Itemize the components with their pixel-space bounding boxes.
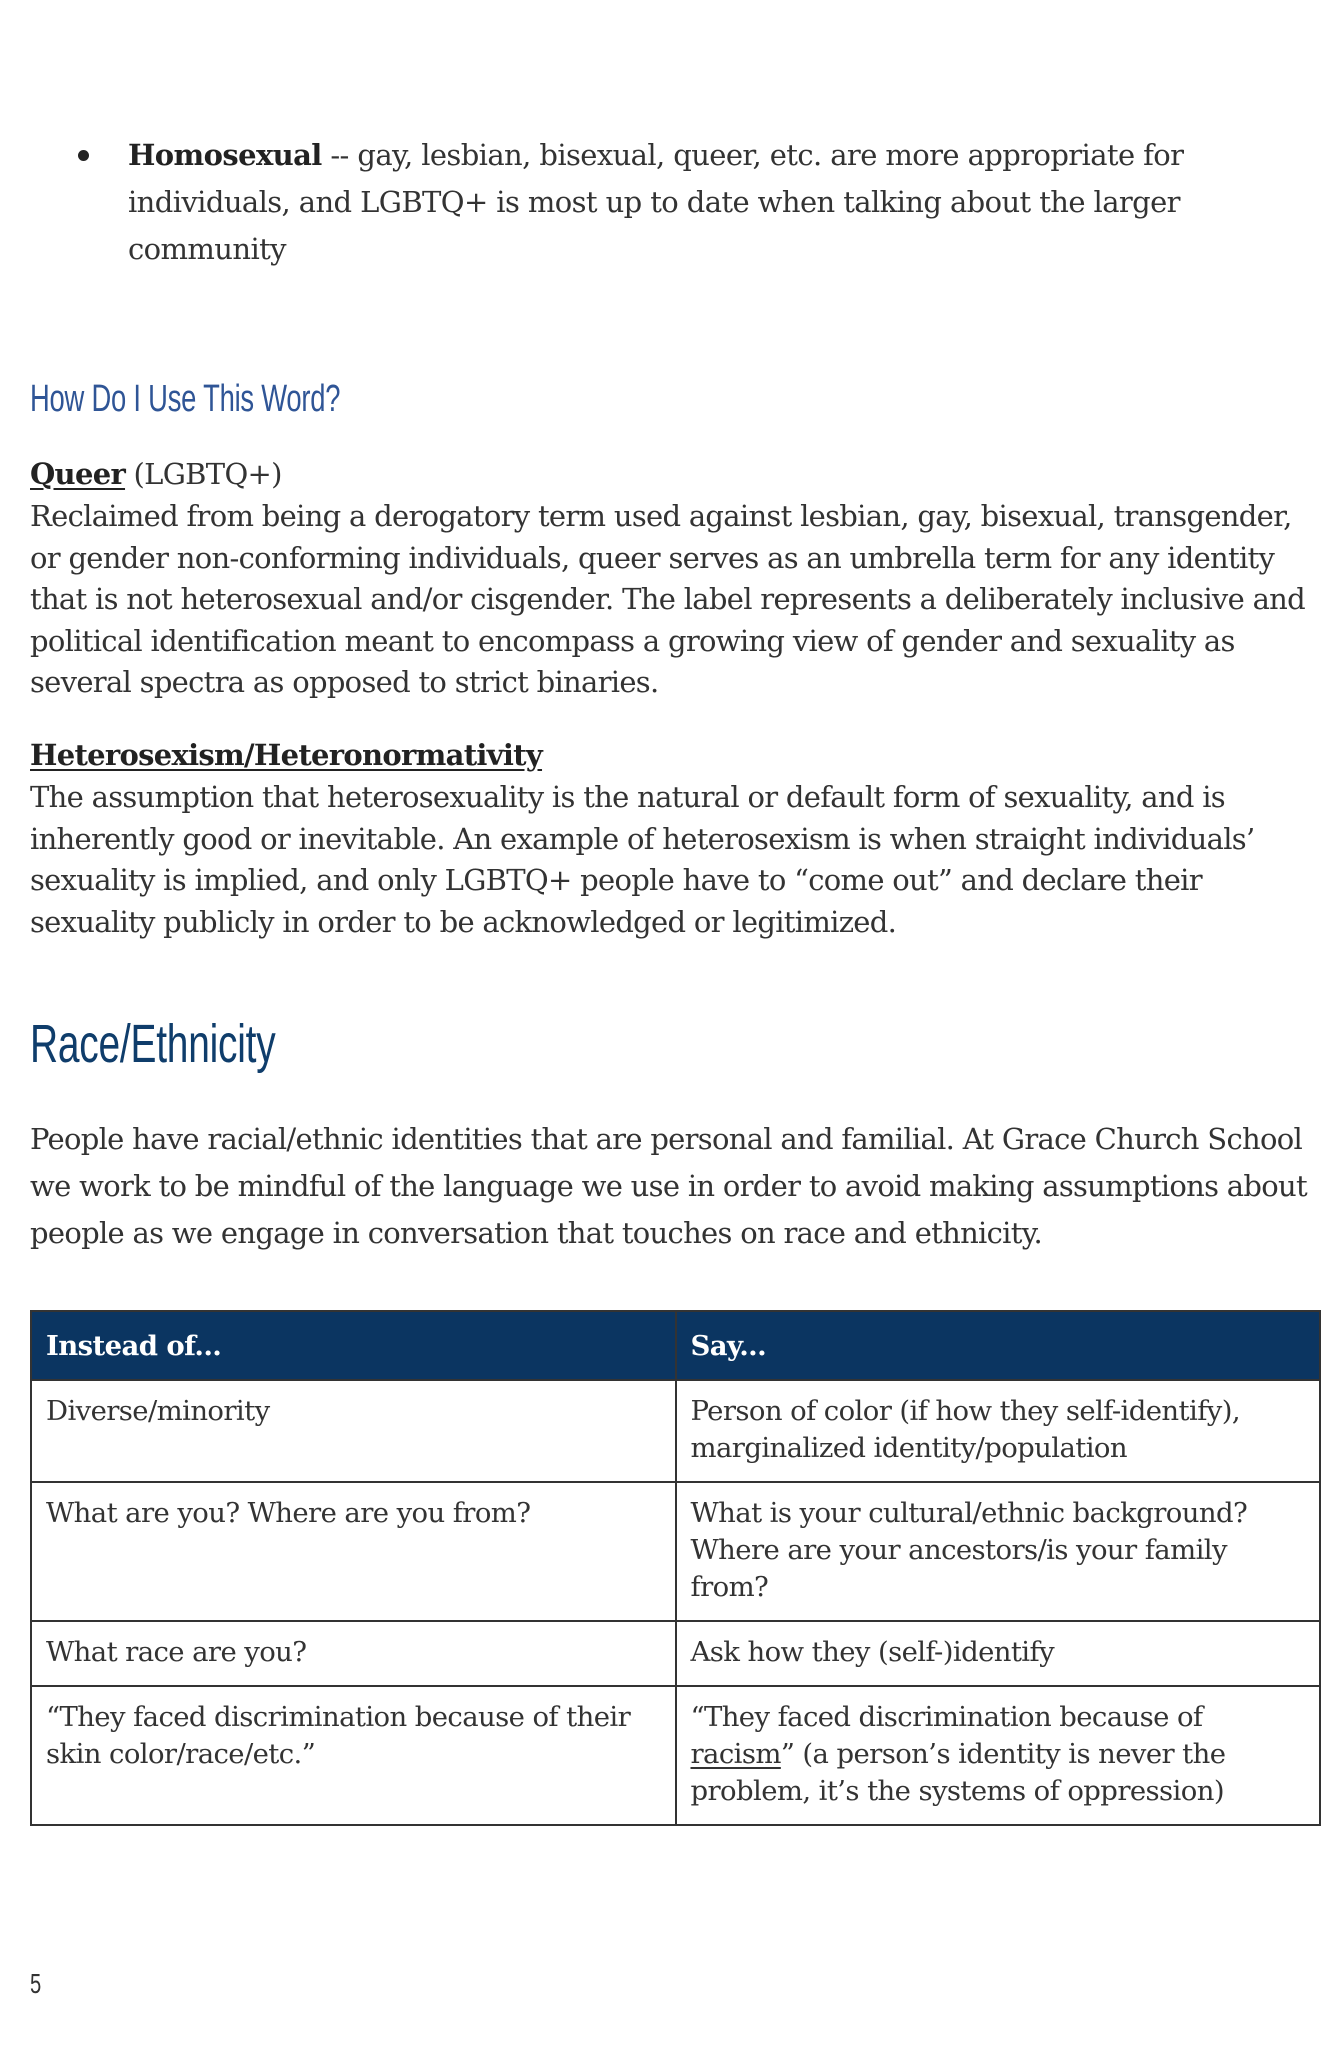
section-intro-paragraph: People have racial/ethnic identities that are personal and familial. At Grace Church School we work to be mindful of the language we use in order to avoid making assumptions about people as we engage in conversation that touches on race and ethnicity.: [30, 1122, 1307, 1250]
cell-say: [676, 1380, 1321, 1482]
term-definition-heterosexism: [30, 733, 1330, 943]
bullet-icon: [78, 150, 89, 161]
cell-instead-of: What race are you?: [31, 1621, 676, 1686]
column-header-instead-of: Instead of...: [31, 1311, 676, 1380]
section-title-race-ethnicity: Race/Ethnicity: [30, 1014, 276, 1074]
cell-say-text: What is your cultural/ethnic background? Where are your ancestors/is your family from?: [690, 1497, 1248, 1603]
term-body: The assumption that heterosexuality is the natural or default form of sexuality, and is inherently good or inevitable. An example of heterosexism is when straight individuals’ sexuality is implied, and only LGBTQ+ people have to “come out” and declare their sexuality publicly in order to be acknowledged or legitimized.: [30, 780, 1255, 939]
table-row: [31, 1621, 1320, 1686]
subheading-how-do-i-use: How Do I Use This Word?: [30, 378, 341, 420]
language-guidance-table: [30, 1310, 1321, 1826]
term-title-line: [30, 452, 1330, 496]
bullet-list-item: [78, 132, 1228, 273]
term-body: Reclaimed from being a derogatory term used against lesbian, gay, bisexual, transgender, or gender non-conforming individuals, queer serves as an umbrella term for any identity that is not heterosexual and/or cisgender. The label represents a deliberately inclusive and political identification meant to encompass a growing view of gender and sexuality as several spectra as opposed to strict binaries.: [30, 499, 1306, 699]
term-definition-queer: [30, 452, 1330, 704]
table-row: [31, 1686, 1320, 1825]
bullet-term: Homosexual: [128, 138, 322, 172]
term-title: Queer: [30, 457, 126, 491]
cell-say-text: Ask how they (self-)identify: [690, 1636, 1055, 1668]
table-header-row: [31, 1311, 1320, 1380]
page-number: 5: [30, 1968, 42, 1999]
table-row: [31, 1482, 1320, 1621]
bullet-text: [128, 132, 1228, 273]
table-row: [31, 1380, 1320, 1482]
bullet-description: -- gay, lesbian, bisexual, queer, etc. are more appropriate for individuals, and LGBTQ+ is most up to date when talking about the larger community: [128, 138, 1184, 266]
term-title: Heterosexism/Heteronormativity: [30, 738, 543, 772]
racism-link[interactable]: racism: [690, 1738, 781, 1770]
cell-say-text-continued: ” (a person’s identity is never the problem, it’s the systems of oppression): [690, 1738, 1226, 1807]
column-header-say: Say...: [676, 1311, 1321, 1380]
cell-instead-of: What are you? Where are you from?: [31, 1482, 676, 1621]
cell-say-text: “They faced discrimination because of: [690, 1701, 1203, 1733]
cell-say: [676, 1482, 1321, 1621]
cell-say: [676, 1621, 1321, 1686]
cell-instead-of: Diverse/minority: [31, 1380, 676, 1482]
cell-say-text: Person of color (if how they self-identify), marginalized identity/population: [690, 1395, 1240, 1464]
cell-instead-of: “They faced discrimination because of their skin color/race/etc.”: [31, 1686, 676, 1825]
term-qualifier: (LGBTQ+): [125, 457, 282, 491]
cell-say: [676, 1686, 1321, 1825]
term-title-line: [30, 733, 1330, 777]
